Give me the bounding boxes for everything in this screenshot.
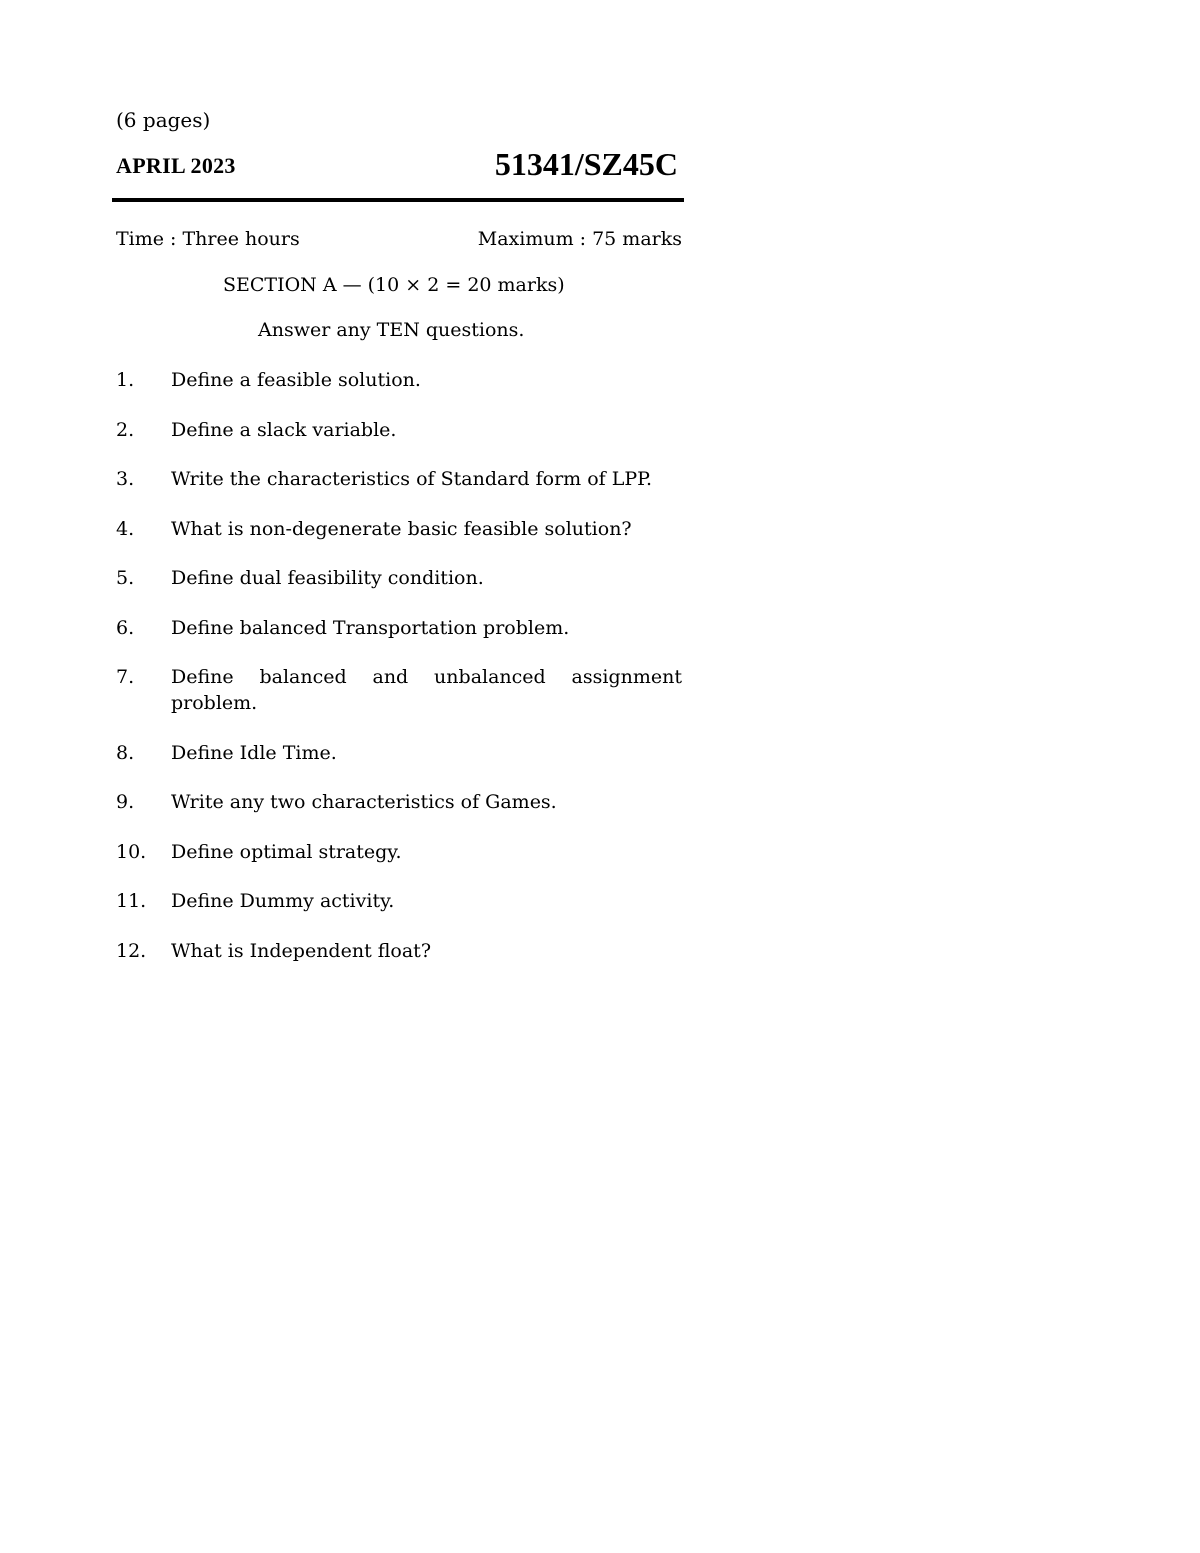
question-text: Define dual feasibility condition. <box>171 567 484 589</box>
question-number: 8. <box>116 741 135 764</box>
question-item <box>116 740 682 766</box>
question-number: 11. <box>116 890 147 912</box>
exam-paper <box>116 106 682 987</box>
question-text: Define a feasible solution. <box>171 369 421 391</box>
question-number: 5. <box>116 567 135 589</box>
question-text: Write any two characteristics of Games. <box>171 791 557 813</box>
question-number: 3. <box>116 468 135 490</box>
question-item <box>116 466 682 492</box>
question-item <box>116 417 682 443</box>
question-number: 9. <box>116 791 135 813</box>
question-item <box>116 367 682 393</box>
question-text: Write the characteristics of Standard form of LPP. <box>171 468 653 490</box>
question-text: Define balanced Transportation problem. <box>171 616 570 639</box>
question-text: Define a slack variable. <box>171 418 397 441</box>
question-text: Define Dummy activity. <box>171 890 395 912</box>
section-instruction: Answer any TEN questions. <box>258 319 525 341</box>
question-number: 4. <box>116 517 135 540</box>
pages-note: (6 pages) <box>116 108 211 132</box>
question-number: 1. <box>116 369 135 391</box>
question-item <box>116 938 682 964</box>
time-allowed: Time : Three hours <box>116 228 300 250</box>
title-row <box>116 140 682 184</box>
question-item <box>116 789 682 815</box>
paper-code: 51341/SZ45C <box>494 146 678 182</box>
meta-row <box>116 226 682 252</box>
question-number: 6. <box>116 616 135 639</box>
question-list <box>116 367 682 964</box>
question-item <box>116 615 682 641</box>
question-item <box>116 888 682 914</box>
question-number: 7. <box>116 666 135 688</box>
question-text: Define optimal strategy. <box>171 840 402 863</box>
question-item <box>116 565 682 591</box>
question-item <box>116 516 682 542</box>
question-item <box>116 839 682 865</box>
question-text: What is Independent float? <box>171 939 432 962</box>
header-divider <box>112 198 684 202</box>
question-text: Define Idle Time. <box>171 741 337 764</box>
maximum-marks: Maximum : 75 marks <box>477 228 682 250</box>
question-item <box>116 664 682 716</box>
question-number: 12. <box>116 939 147 962</box>
question-number: 10. <box>116 840 147 863</box>
section-heading: SECTION A — (10 × 2 = 20 marks) <box>223 274 565 296</box>
question-text: Define balanced and unbalanced assignment problem. <box>171 666 682 714</box>
question-text: What is non-degenerate basic feasible solution? <box>171 517 632 540</box>
question-number: 2. <box>116 418 135 441</box>
exam-month: APRIL 2023 <box>116 153 236 178</box>
